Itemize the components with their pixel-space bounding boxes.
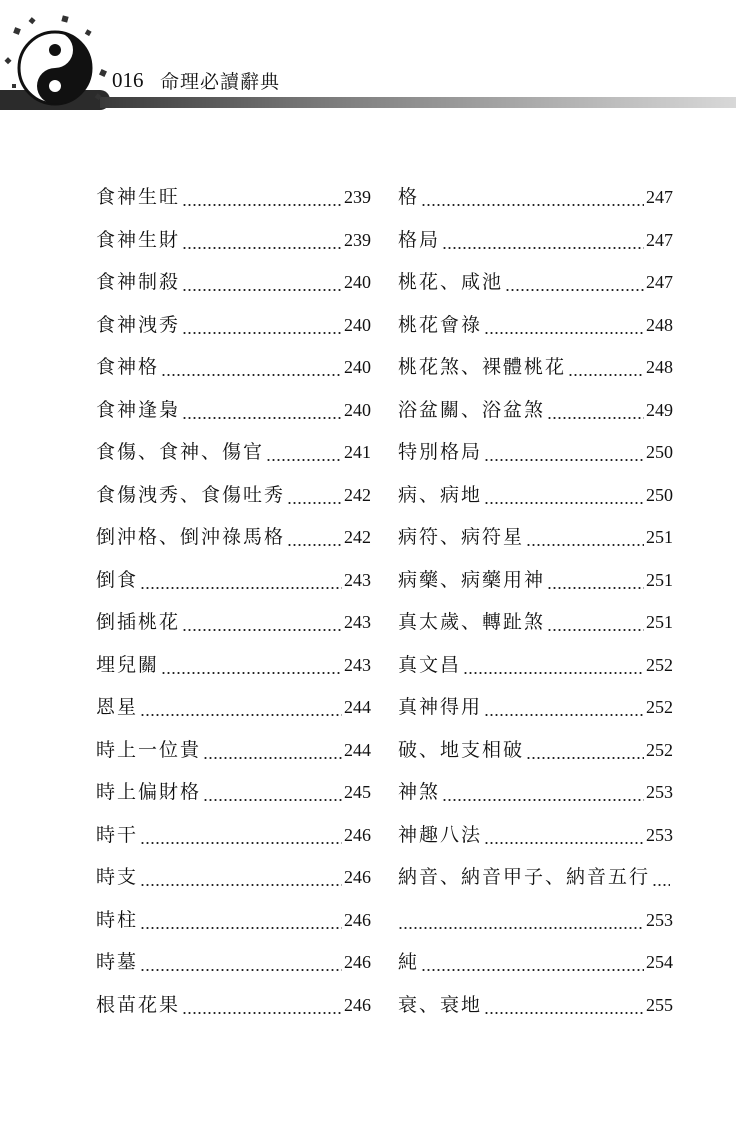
index-entry <box>96 898 371 941</box>
entry-term: 食傷、食神、傷官 <box>96 441 265 463</box>
entry-term: 神趣八法 <box>398 823 483 846</box>
dot-leader <box>547 600 644 643</box>
entry-page-number: 247 <box>646 272 673 292</box>
entry-term: 食傷洩秀、食傷吐秀 <box>96 483 286 506</box>
index-entry <box>96 983 371 1026</box>
dot-leader <box>484 685 644 728</box>
dot-leader <box>203 728 342 771</box>
index-entry <box>96 643 371 686</box>
entry-term: 時上一位貴 <box>96 738 202 761</box>
index-entry <box>398 260 673 303</box>
entry-page-number: 240 <box>344 357 371 377</box>
entry-page-number: 255 <box>646 994 673 1015</box>
entry-term: 病藥、病藥用神 <box>398 568 546 591</box>
yin-yang-icon <box>0 10 120 110</box>
dot-leader <box>526 515 644 558</box>
dot-leader <box>140 558 342 601</box>
entry-term: 桃花、咸池 <box>398 271 504 293</box>
entry-term: 神煞 <box>398 781 441 803</box>
index-entry <box>96 855 371 898</box>
index-entry <box>398 728 673 771</box>
page-header <box>0 0 736 120</box>
dot-leader <box>442 218 644 261</box>
entry-term: 時上偏財格 <box>96 781 202 803</box>
index-entry <box>96 430 371 473</box>
index-entry <box>398 558 673 601</box>
dot-leader <box>182 983 342 1026</box>
entry-term: 真太歲、轉趾煞 <box>398 611 546 633</box>
dot-leader <box>182 218 342 261</box>
index-entry <box>96 303 371 346</box>
dot-leader <box>547 558 644 601</box>
dot-leader <box>140 855 342 898</box>
index-entry <box>398 898 673 941</box>
dot-leader <box>421 175 644 218</box>
entry-term: 純 <box>398 951 420 973</box>
entry-page-number: 250 <box>646 442 673 462</box>
dot-leader <box>203 770 342 813</box>
dot-leader <box>161 345 342 388</box>
entry-page-number: 253 <box>646 824 673 845</box>
dot-leader <box>505 260 644 303</box>
dot-leader <box>182 388 342 431</box>
dot-leader <box>266 430 342 473</box>
dot-leader <box>140 940 342 983</box>
dot-leader <box>421 940 644 983</box>
index-column-right <box>398 175 673 1025</box>
index-entry <box>96 813 371 856</box>
entry-page-number: 247 <box>646 229 673 250</box>
entry-page-number: 241 <box>344 442 371 462</box>
entry-page-number: 244 <box>344 697 371 717</box>
entry-page-number: 243 <box>344 612 371 632</box>
entry-page-number: 254 <box>646 952 673 972</box>
entry-term: 食神生財 <box>96 228 181 251</box>
dot-leader <box>484 473 644 516</box>
index-entry <box>398 983 673 1026</box>
index-entry <box>398 770 673 813</box>
entry-term: 時干 <box>96 823 139 846</box>
index-entry <box>96 728 371 771</box>
entry-term: 食神洩秀 <box>96 313 181 336</box>
entry-page-number: 246 <box>344 867 371 887</box>
entry-term: 真文昌 <box>398 653 462 676</box>
dot-leader <box>182 600 342 643</box>
entry-page-number: 251 <box>646 527 673 547</box>
entry-term: 納音、納音甲子、納音五行 <box>398 866 651 888</box>
index-entry <box>398 940 673 983</box>
entry-term: 埋兒關 <box>96 653 160 676</box>
dot-leader <box>287 515 342 558</box>
entry-page-number: 239 <box>344 229 371 250</box>
entry-page-number: 243 <box>344 569 371 590</box>
entry-term: 衰、衰地 <box>398 993 483 1016</box>
dot-leader <box>182 303 342 346</box>
entry-term: 食神生旺 <box>96 186 181 208</box>
index-entry <box>398 813 673 856</box>
book-title: 命理必讀辭典 <box>160 71 281 93</box>
index-entry <box>96 175 371 218</box>
index-entry <box>398 430 673 473</box>
entry-page-number: 253 <box>646 909 673 930</box>
index-entry <box>96 770 371 813</box>
dot-leader <box>182 175 342 218</box>
entry-page-number: 251 <box>646 569 673 590</box>
dot-leader <box>140 898 342 941</box>
entry-page-number: 252 <box>646 697 673 717</box>
entry-term: 病符、病符星 <box>398 526 525 548</box>
index-entry <box>96 600 371 643</box>
index-entry <box>96 345 371 388</box>
entry-page-number: 246 <box>344 952 371 972</box>
page-number: 016 <box>112 68 144 92</box>
index-entry <box>96 473 371 516</box>
entry-page-number: 249 <box>646 399 673 420</box>
entry-term: 倒沖格、倒沖祿馬格 <box>96 526 286 548</box>
index-entry <box>96 558 371 601</box>
entry-page-number: 252 <box>646 654 673 675</box>
dot-leader <box>140 813 342 856</box>
dot-leader <box>287 473 342 516</box>
entry-term: 恩星 <box>96 696 139 718</box>
index-entry <box>398 388 673 431</box>
index-entry <box>96 940 371 983</box>
entry-page-number: 243 <box>344 654 371 675</box>
entry-term: 根苗花果 <box>96 993 181 1016</box>
index-entry <box>398 643 673 686</box>
index-entry <box>398 515 673 558</box>
entry-term: 真神得用 <box>398 696 483 718</box>
entry-term: 浴盆關、浴盆煞 <box>398 398 546 421</box>
entry-page-number: 246 <box>344 994 371 1015</box>
index-entry <box>398 345 673 388</box>
entry-page-number: 245 <box>344 782 371 802</box>
dot-leader <box>442 770 644 813</box>
entry-page-number: 247 <box>646 187 673 207</box>
entry-page-number: 251 <box>646 612 673 632</box>
entry-page-number: 250 <box>646 484 673 505</box>
entry-page-number: 248 <box>646 314 673 335</box>
entry-term: 時支 <box>96 866 139 888</box>
index-entry <box>96 685 371 728</box>
entry-page-number: 252 <box>646 739 673 760</box>
dot-leader <box>140 685 342 728</box>
entry-page-number: 240 <box>344 399 371 420</box>
entry-term: 桃花煞、裸體桃花 <box>398 356 567 378</box>
entry-page-number: 240 <box>344 314 371 335</box>
entry-page-number: 242 <box>344 527 371 547</box>
dot-leader <box>398 898 644 941</box>
index-entry <box>398 218 673 261</box>
entry-term: 倒插桃花 <box>96 611 181 633</box>
dot-leader <box>568 345 644 388</box>
entry-term: 特別格局 <box>398 441 483 463</box>
index-entry <box>398 855 673 898</box>
header-rule <box>100 97 736 108</box>
dot-leader <box>484 303 644 346</box>
entry-page-number: 246 <box>344 909 371 930</box>
entry-term: 時墓 <box>96 951 139 973</box>
entry-term: 時柱 <box>96 908 139 931</box>
index-entry <box>398 685 673 728</box>
entry-page-number: 242 <box>344 484 371 505</box>
entry-page-number: 253 <box>646 782 673 802</box>
index-column-left <box>96 175 371 1025</box>
index-entry <box>398 473 673 516</box>
index-entry <box>96 515 371 558</box>
entry-term: 桃花會祿 <box>398 313 483 336</box>
entry-term: 破、地支相破 <box>398 738 525 761</box>
entry-page-number: 248 <box>646 357 673 377</box>
entry-term: 食神格 <box>96 356 160 378</box>
dot-leader <box>484 983 644 1026</box>
entry-term: 格 <box>398 186 420 208</box>
index-entry <box>96 218 371 261</box>
dot-leader <box>182 260 342 303</box>
dot-leader <box>484 813 644 856</box>
entry-page-number: 244 <box>344 739 371 760</box>
entry-page-number: 239 <box>344 187 371 207</box>
index-entry <box>96 260 371 303</box>
entry-term: 食神制殺 <box>96 271 181 293</box>
entry-term: 格局 <box>398 228 441 251</box>
entry-page-number: 246 <box>344 824 371 845</box>
entry-term: 倒食 <box>96 568 139 591</box>
dot-leader <box>547 388 644 431</box>
dot-leader <box>463 643 644 686</box>
dot-leader <box>161 643 342 686</box>
dot-leader <box>484 430 644 473</box>
dot-leader <box>526 728 644 771</box>
dot-leader <box>652 855 670 898</box>
entry-page-number: 240 <box>344 272 371 292</box>
index-entry <box>398 303 673 346</box>
index-entry <box>398 600 673 643</box>
entry-term: 食神逢梟 <box>96 398 181 421</box>
index-entry <box>96 388 371 431</box>
index-entry <box>398 175 673 218</box>
entry-term: 病、病地 <box>398 483 483 506</box>
